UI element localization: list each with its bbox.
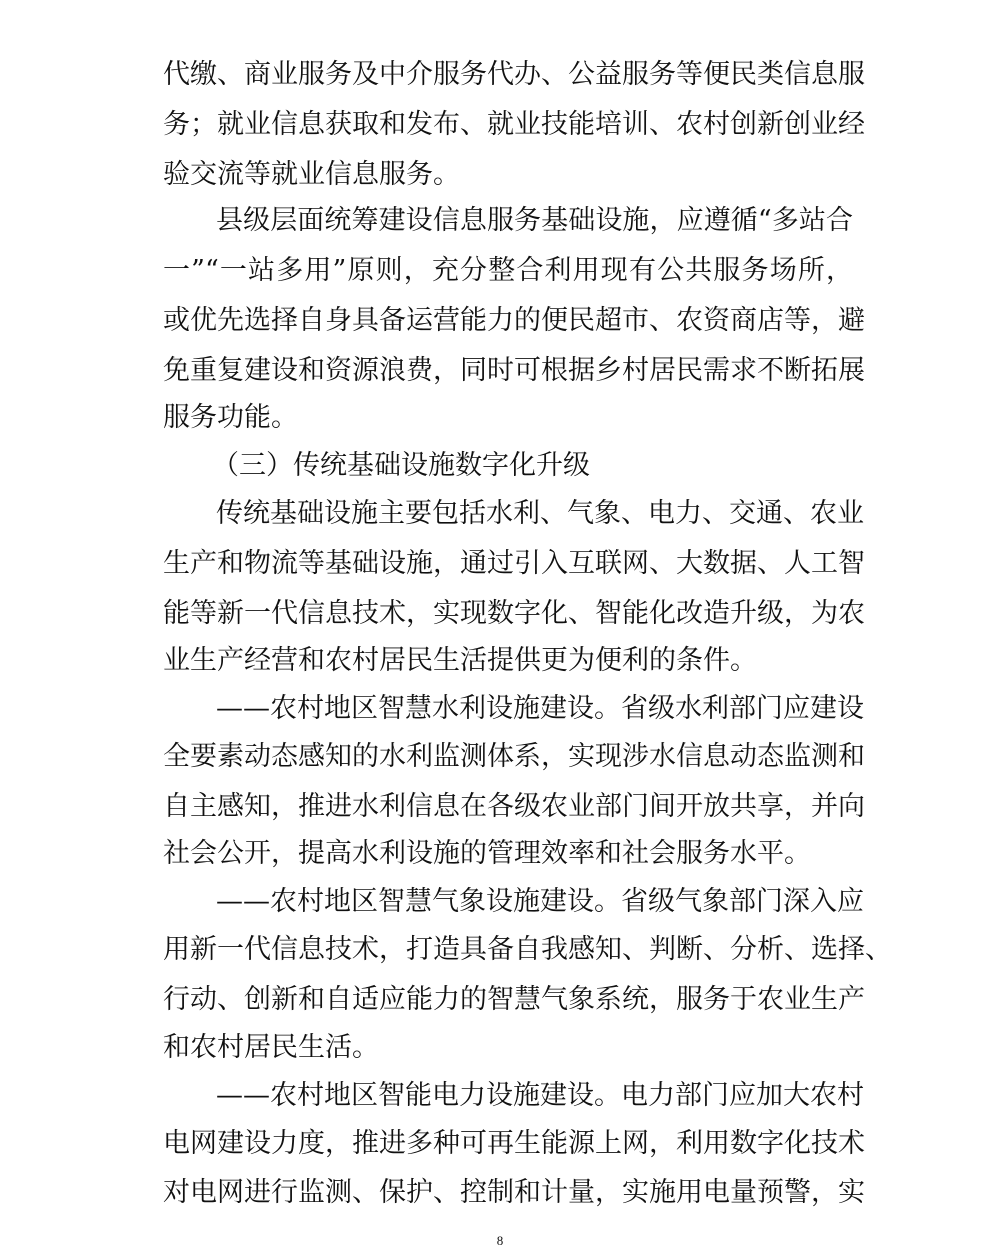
section-heading: （三）传统基础设施数字化升级 xyxy=(212,450,590,481)
text-line: 对电网进行监测、保护、控制和计量，实施用电量预警，实 xyxy=(163,1177,865,1208)
text-line: 业生产经营和农村居民生活提供更为便利的条件。 xyxy=(163,645,757,676)
text-line: 代缴、商业服务及中介服务代办、公益服务等便民类信息服 xyxy=(163,59,865,90)
text-line: 传统基础设施主要包括水利、气象、电力、交通、农业 xyxy=(216,498,864,529)
text-line: ——农村地区智慧气象设施建设。省级气象部门深入应 xyxy=(216,886,864,917)
text-line: 或优先选择自身具备运营能力的便民超市、农资商店等，避 xyxy=(163,305,865,336)
text-line: 用新一代信息技术，打造具备自我感知、判断、分析、选择、 xyxy=(163,934,892,965)
text-line: 自主感知，推进水利信息在各级农业部门间开放共享，并向 xyxy=(163,791,865,822)
page-number: 8 xyxy=(496,1233,504,1248)
text-line: ——农村地区智慧水利设施建设。省级水利部门应建设 xyxy=(216,693,864,724)
text-line: 免重复建设和资源浪费，同时可根据乡村居民需求不断拓展 xyxy=(163,355,865,386)
text-line: 和农村居民生活。 xyxy=(163,1032,379,1063)
text-line: 全要素动态感知的水利监测体系，实现涉水信息动态监测和 xyxy=(163,741,865,772)
text-line: 能等新一代信息技术，实现数字化、智能化改造升级，为农 xyxy=(163,598,865,629)
text-line: 县级层面统筹建设信息服务基础设施，应遵循“多站合 xyxy=(216,205,853,236)
text-line: 电网建设力度，推进多种可再生能源上网，利用数字化技术 xyxy=(163,1128,865,1159)
text-line: 务；就业信息获取和发布、就业技能培训、农村创新创业经 xyxy=(163,109,865,140)
text-line: 服务功能。 xyxy=(163,402,298,433)
text-line: 行动、创新和自适应能力的智慧气象系统，服务于农业生产 xyxy=(163,984,865,1015)
text-line: 验交流等就业信息服务。 xyxy=(163,159,460,190)
text-line: 一”“一站多用”原则，充分整合利用现有公共服务场所， xyxy=(163,255,853,286)
text-line: ——农村地区智能电力设施建设。电力部门应加大农村 xyxy=(216,1080,864,1111)
text-line: 生产和物流等基础设施，通过引入互联网、大数据、人工智 xyxy=(163,548,865,579)
text-line: 社会公开，提高水利设施的管理效率和社会服务水平。 xyxy=(163,838,811,869)
